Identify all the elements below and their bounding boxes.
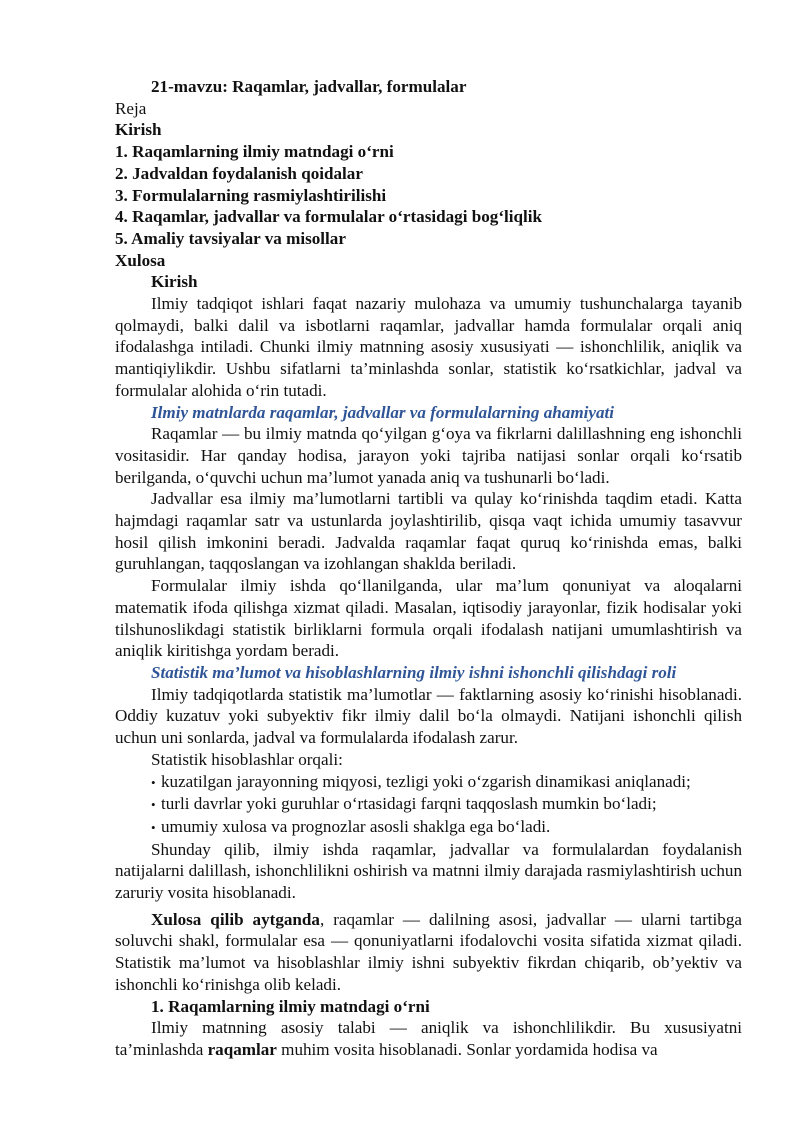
plan-item-5: 5. Amaliy tavsiyalar va misollar: [115, 228, 346, 248]
list-item: [115, 793, 742, 816]
plan-item-2: 2. Jadvaldan foydalanish qoidalar: [115, 163, 363, 183]
plan-item-intro: Kirish: [115, 120, 162, 140]
plan-item-conclusion: Xulosa: [115, 250, 166, 270]
bullet-icon: •: [151, 774, 156, 790]
importance-heading: Ilmiy matnlarda raqamlar, jadvallar va formulalarning ahamiyati: [151, 402, 615, 422]
conclusion-lead: Xulosa qilib aytganda: [151, 909, 320, 929]
importance-paragraph-1: Raqamlar — bu ilmiy matnda qo‘yilgan g‘oya va fikrlarni dalillashning eng ishonchli vositasidir. Har qanday hodisa, jarayon yoki tajriba natijasi sonlar orqali ko‘rsatib berilganda, o‘quvchi uchun ma’lumot yanada aniq va tushunarli bo‘ladi.: [115, 424, 742, 487]
bullet-icon: •: [151, 819, 156, 835]
plan-item-4: 4. Raqamlar, jadvallar va formulalar o‘rtasidagi bog‘liqlik: [115, 207, 543, 227]
conclusion-paragraph: [115, 909, 742, 996]
importance-paragraph-2: Jadvallar esa ilmiy ma’lumotlarni tartibli va qulay ko‘rinishda taqdim etadi. Katta hajmdagi raqamlar satr va ustunlarda joylashtirilib, qisqa vaqt ichida umumiy tasavvur hosil qilish imkonini beradi. Jadvalda raqamlar faqat quruq ko‘rinishda emas, balki guruhlangan, taqqoslangan va izohlangan shaklda beriladi.: [115, 489, 742, 574]
plan-item-1: 1. Raqamlarning ilmiy matndagi o‘rni: [115, 142, 394, 162]
plan-item-3: 3. Formulalarning rasmiylashtirilishi: [115, 185, 387, 205]
list-item: [115, 771, 742, 794]
statistics-list: [115, 771, 742, 839]
statistics-list-intro: Statistik hisoblashlar orqali:: [151, 749, 343, 769]
statistics-paragraph-2: Shunday qilib, ilmiy ishda raqamlar, jadvallar va formulalardan foydalanish natijalarni dalillash, ishonchlilikni oshirish va matnni ilmiy darajada rasmiylashtirish uchun zaruriy vosita hisoblanadi.: [115, 839, 742, 903]
list-item-text: kuzatilgan jarayonning miqyosi, tezligi yoki o‘zgarish dinamikasi aniqlanadi;: [161, 771, 691, 791]
section-1-heading: 1. Raqamlarning ilmiy matndagi o‘rni: [151, 996, 430, 1016]
page-title: 21-mavzu: Raqamlar, jadvallar, formulalar: [151, 77, 467, 96]
plan-label: Reja: [115, 98, 147, 118]
document-page: [115, 76, 742, 1061]
section-1-paragraph: [115, 1017, 742, 1060]
list-item-text: turli davrlar yoki guruhlar o‘rtasidagi farqni taqqoslash mumkin bo‘ladi;: [161, 794, 657, 814]
section-1-text-a: Ilmiy matnning asosiy talabi — aniqlik va ishonchlilikdir. Bu xususiyatni ta’minlashda: [115, 1018, 742, 1059]
section-1-bold-term: raqamlar: [207, 1039, 277, 1059]
conclusion-text: , raqamlar — dalilning asosi, jadvallar — ularni tartibga soluvchi shakl, formulalar esa — qonuniyatlarni ifodalovchi vosita sifatida xizmat qiladi. Statistik ma’lumot va hisoblashlar ilmiy ishni subyektiv fikrdan chiqarib, ob’yektiv va ishonchli ko‘rinishga olib keladi.: [115, 909, 742, 994]
statistics-paragraph-1: Ilmiy tadqiqotlarda statistik ma’lumotlar — faktlarning asosiy ko‘rinishi hisoblanadi. Oddiy kuzatuv yoki subyektiv fikr ilmiy dalil bo‘la olmaydi. Natijani ishonchli qilish uchun uni sonlarda, jadval va formulalarda ifodalash zarur.: [115, 684, 742, 748]
intro-heading: Kirish: [151, 272, 198, 292]
bullet-icon: •: [151, 797, 156, 813]
intro-paragraph: Ilmiy tadqiqot ishlari faqat nazariy mulohaza va umumiy tushunchalarga tayanib qolmaydi, balki dalil va isbotlarni raqamlar, jadvallar hamda formulalar orqali aniq ifodalashga intiladi. Chunki ilmiy matnning asosiy xususiyati — ishonchlilik, aniqlik va mantiqiylikdir. Ushbu sifatlarni ta’minlashda sonlar, statistik ko‘rsatkichlar, jadval va formulalar alohida o‘rin tutadi.: [115, 294, 742, 400]
section-1-text-b: muhim vosita hisoblanadi. Sonlar yordamida hodisa va: [276, 1039, 658, 1059]
list-item-text: umumiy xulosa va prognozlar asosli shaklga ega bo‘ladi.: [161, 816, 551, 836]
list-item: [115, 816, 742, 839]
statistics-heading: Statistik ma’lumot va hisoblashlarning ilmiy ishni ishonchli qilishdagi roli: [151, 662, 677, 682]
importance-paragraph-3: Formulalar ilmiy ishda qo‘llanilganda, ular ma’lum qonuniyat va aloqalarni matematik ifoda qilishga xizmat qiladi. Masalan, iqtisodiy jarayonlar, fizik hodisalar yoki tilshunoslikdagi statistik birliklarni formula orqali ifodalash natijani umumlashtirish va aniqlik kiritishga yordam beradi.: [115, 576, 742, 661]
